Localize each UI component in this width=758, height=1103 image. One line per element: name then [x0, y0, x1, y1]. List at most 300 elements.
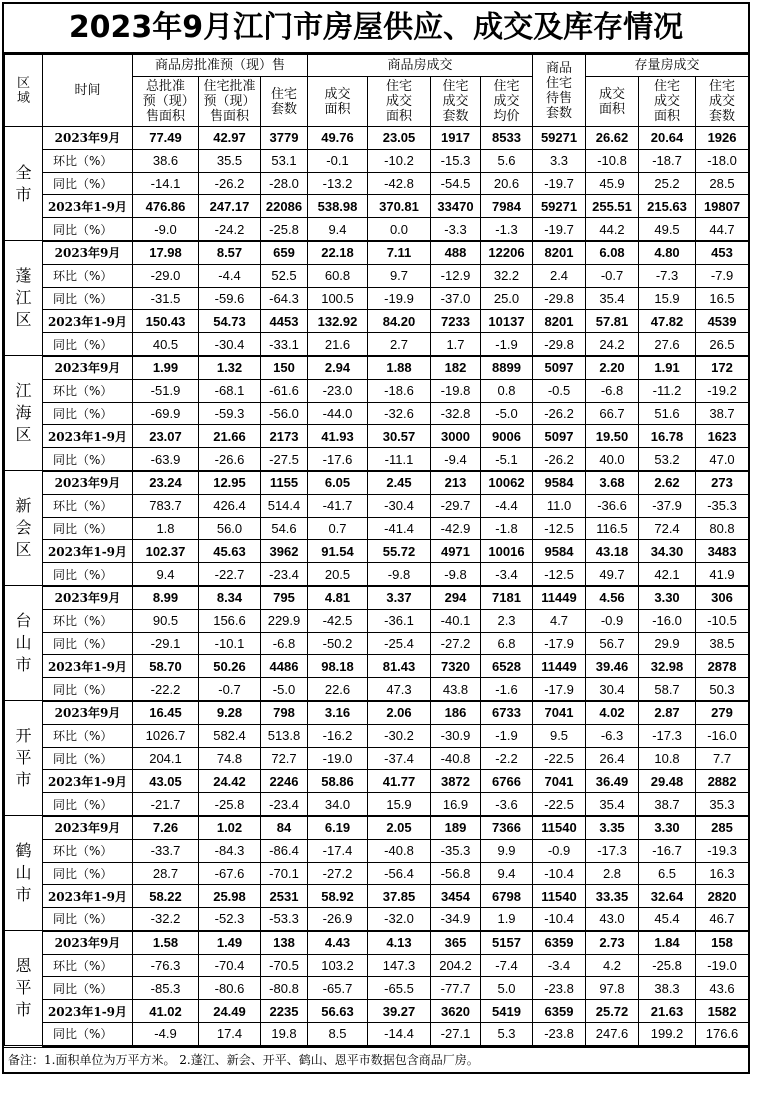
- table-row: [5, 816, 749, 839]
- data-cell: 55.72: [368, 540, 431, 563]
- row-label: 2023年9月: [43, 816, 133, 839]
- data-cell: 42.97: [199, 127, 261, 150]
- row-label: 同比（%）: [43, 632, 133, 655]
- data-cell: -12.5: [533, 563, 586, 586]
- table-row: [5, 402, 749, 425]
- row-label: 2023年9月: [43, 241, 133, 264]
- data-cell: 72.4: [639, 517, 696, 540]
- data-cell: 116.5: [586, 517, 639, 540]
- data-cell: 147.3: [368, 954, 431, 977]
- data-cell: 255.51: [586, 195, 639, 218]
- table-row: [5, 586, 749, 609]
- data-cell: -19.8: [431, 379, 481, 402]
- data-cell: 6528: [481, 655, 533, 678]
- data-cell: 6766: [481, 770, 533, 793]
- data-cell: -27.1: [431, 1023, 481, 1046]
- data-cell: 3.16: [308, 701, 368, 724]
- data-cell: 4453: [261, 310, 308, 333]
- data-cell: 22.18: [308, 241, 368, 264]
- data-cell: 15.9: [639, 287, 696, 310]
- data-cell: 2.73: [586, 931, 639, 954]
- data-cell: 12206: [481, 241, 533, 264]
- data-cell: 26.4: [586, 747, 639, 770]
- data-cell: 182: [431, 356, 481, 379]
- data-cell: -12.5: [533, 517, 586, 540]
- data-cell: -1.6: [481, 678, 533, 701]
- data-cell: 1.9: [481, 908, 533, 931]
- data-cell: 4539: [696, 310, 749, 333]
- row-label: 环比（%）: [43, 954, 133, 977]
- data-cell: 10137: [481, 310, 533, 333]
- header-region: 区域: [5, 55, 43, 127]
- table-row: [5, 747, 749, 770]
- table-row: [5, 425, 749, 448]
- data-cell: 56.7: [586, 632, 639, 655]
- data-cell: -50.2: [308, 632, 368, 655]
- data-cell: -17.3: [639, 724, 696, 747]
- data-cell: 35.4: [586, 287, 639, 310]
- data-cell: 98.18: [308, 655, 368, 678]
- report-sheet: [2, 2, 750, 1074]
- header-group-sales: 商品房成交: [308, 55, 533, 77]
- data-cell: 659: [261, 241, 308, 264]
- data-cell: -5.0: [261, 678, 308, 701]
- data-cell: 783.7: [133, 494, 199, 517]
- data-cell: -26.2: [533, 448, 586, 471]
- data-cell: 2.3: [481, 609, 533, 632]
- data-cell: 45.9: [586, 172, 639, 195]
- data-cell: -32.6: [368, 402, 431, 425]
- data-cell: -18.7: [639, 149, 696, 172]
- data-cell: -44.0: [308, 402, 368, 425]
- data-cell: 8201: [533, 241, 586, 264]
- data-cell: 279: [696, 701, 749, 724]
- data-cell: -0.1: [308, 149, 368, 172]
- table-row: [5, 655, 749, 678]
- row-label: 同比（%）: [43, 678, 133, 701]
- data-cell: 44.2: [586, 218, 639, 241]
- data-cell: 46.7: [696, 908, 749, 931]
- data-cell: 0.0: [368, 218, 431, 241]
- table-row: [5, 540, 749, 563]
- data-cell: -36.6: [586, 494, 639, 517]
- data-cell: 156.6: [199, 609, 261, 632]
- region-name: [5, 816, 43, 931]
- data-cell: 29.48: [639, 770, 696, 793]
- data-cell: 1.49: [199, 931, 261, 954]
- header-inventory: 商品住宅待售套数: [533, 55, 586, 127]
- row-label: 同比（%）: [43, 218, 133, 241]
- data-cell: 100.5: [308, 287, 368, 310]
- page-title: 2023年9月江门市房屋供应、成交及库存情况: [4, 4, 748, 54]
- data-cell: 8.99: [133, 586, 199, 609]
- data-cell: 9006: [481, 425, 533, 448]
- table-row: [5, 356, 749, 379]
- data-cell: 2531: [261, 885, 308, 908]
- data-cell: 5.3: [481, 1023, 533, 1046]
- data-cell: -42.5: [308, 609, 368, 632]
- data-cell: -10.1: [199, 632, 261, 655]
- data-cell: 2.94: [308, 356, 368, 379]
- data-cell: 2.20: [586, 356, 639, 379]
- data-cell: 17.4: [199, 1023, 261, 1046]
- data-cell: -3.4: [481, 563, 533, 586]
- region-label: 新 会 区: [15, 496, 32, 560]
- data-cell: 11540: [533, 885, 586, 908]
- data-cell: 26.62: [586, 127, 639, 150]
- data-cell: 49.7: [586, 563, 639, 586]
- data-cell: 1.58: [133, 931, 199, 954]
- data-cell: -10.2: [368, 149, 431, 172]
- data-cell: -56.8: [431, 862, 481, 885]
- data-cell: -18.0: [696, 149, 749, 172]
- data-cell: 43.6: [696, 977, 749, 1000]
- data-cell: -69.9: [133, 402, 199, 425]
- data-cell: 132.92: [308, 310, 368, 333]
- data-cell: 215.63: [639, 195, 696, 218]
- data-cell: 52.5: [261, 264, 308, 287]
- data-cell: 2.45: [368, 471, 431, 494]
- data-cell: -26.6: [199, 448, 261, 471]
- footnote: 备注：1.面积单位为万平方米。 2.蓬江、新会、开平、鹤山、恩平市数据包含商品厂房。: [4, 1047, 748, 1072]
- data-cell: -6.3: [586, 724, 639, 747]
- row-label: 同比（%）: [43, 402, 133, 425]
- data-cell: 16.9: [431, 793, 481, 816]
- data-cell: 365: [431, 931, 481, 954]
- data-cell: -32.0: [368, 908, 431, 931]
- data-cell: 10062: [481, 471, 533, 494]
- data-cell: -23.0: [308, 379, 368, 402]
- row-label: 同比（%）: [43, 862, 133, 885]
- data-cell: 24.42: [199, 770, 261, 793]
- data-cell: 6798: [481, 885, 533, 908]
- table-row: [5, 609, 749, 632]
- data-cell: 213: [431, 471, 481, 494]
- data-cell: 2878: [696, 655, 749, 678]
- data-cell: 2882: [696, 770, 749, 793]
- data-cell: 38.7: [639, 793, 696, 816]
- data-cell: 80.8: [696, 517, 749, 540]
- data-cell: 51.6: [639, 402, 696, 425]
- data-cell: 45.4: [639, 908, 696, 931]
- data-cell: 20.64: [639, 127, 696, 150]
- data-cell: 41.93: [308, 425, 368, 448]
- data-cell: 2.4: [533, 264, 586, 287]
- data-cell: 12.95: [199, 471, 261, 494]
- data-cell: 3872: [431, 770, 481, 793]
- table-row: [5, 954, 749, 977]
- data-cell: 8.5: [308, 1023, 368, 1046]
- data-cell: 97.8: [586, 977, 639, 1000]
- data-cell: 5.6: [481, 149, 533, 172]
- data-cell: -30.9: [431, 724, 481, 747]
- data-cell: -16.0: [639, 609, 696, 632]
- data-cell: 66.7: [586, 402, 639, 425]
- data-cell: -4.4: [481, 494, 533, 517]
- data-cell: -42.8: [368, 172, 431, 195]
- data-cell: -27.2: [308, 862, 368, 885]
- header-group-approval: 商品房批准预（现）售: [133, 55, 308, 77]
- data-cell: 25.98: [199, 885, 261, 908]
- data-cell: -17.3: [586, 839, 639, 862]
- data-cell: -65.7: [308, 977, 368, 1000]
- data-cell: 11.0: [533, 494, 586, 517]
- data-cell: -11.1: [368, 448, 431, 471]
- data-cell: -80.6: [199, 977, 261, 1000]
- data-cell: 2.8: [586, 862, 639, 885]
- region-name: [5, 241, 43, 356]
- data-cell: 39.46: [586, 655, 639, 678]
- data-cell: 15.9: [368, 793, 431, 816]
- header-col-sales-area: 成交面积: [308, 77, 368, 127]
- data-cell: 81.43: [368, 655, 431, 678]
- table-row: [5, 287, 749, 310]
- data-cell: 1.32: [199, 356, 261, 379]
- header-col-residential-units: 住宅套数: [261, 77, 308, 127]
- data-cell: -25.4: [368, 632, 431, 655]
- data-cell: -19.0: [696, 954, 749, 977]
- data-cell: 56.63: [308, 1000, 368, 1023]
- table-row: [5, 333, 749, 356]
- data-cell: 72.7: [261, 747, 308, 770]
- data-cell: 1.8: [133, 517, 199, 540]
- data-cell: 2.05: [368, 816, 431, 839]
- row-label: 同比（%）: [43, 793, 133, 816]
- data-cell: -31.5: [133, 287, 199, 310]
- data-cell: -85.3: [133, 977, 199, 1000]
- data-cell: -9.4: [431, 448, 481, 471]
- data-cell: 4486: [261, 655, 308, 678]
- row-label: 环比（%）: [43, 379, 133, 402]
- data-cell: 8533: [481, 127, 533, 150]
- header-col-residential-sales-area: 住宅成交面积: [368, 77, 431, 127]
- data-cell: 60.8: [308, 264, 368, 287]
- data-cell: 294: [431, 586, 481, 609]
- data-cell: 58.92: [308, 885, 368, 908]
- row-label: 2023年1-9月: [43, 885, 133, 908]
- data-cell: 23.24: [133, 471, 199, 494]
- table-row: [5, 724, 749, 747]
- data-cell: 40.0: [586, 448, 639, 471]
- data-cell: 34.0: [308, 793, 368, 816]
- data-cell: -4.9: [133, 1023, 199, 1046]
- data-cell: -26.2: [199, 172, 261, 195]
- region-name: [5, 931, 43, 1046]
- data-cell: -22.5: [533, 793, 586, 816]
- data-cell: 3454: [431, 885, 481, 908]
- data-cell: -42.9: [431, 517, 481, 540]
- region-label: 鹤 山 市: [15, 841, 32, 905]
- data-cell: -56.4: [368, 862, 431, 885]
- data-cell: 247.6: [586, 1023, 639, 1046]
- table-row: [5, 770, 749, 793]
- data-cell: 9.9: [481, 839, 533, 862]
- data-cell: -1.3: [481, 218, 533, 241]
- data-cell: 7181: [481, 586, 533, 609]
- data-cell: -80.8: [261, 977, 308, 1000]
- data-cell: -70.5: [261, 954, 308, 977]
- data-cell: 795: [261, 586, 308, 609]
- data-cell: -1.9: [481, 724, 533, 747]
- data-cell: 35.4: [586, 793, 639, 816]
- data-cell: 3.35: [586, 816, 639, 839]
- data-cell: -35.3: [696, 494, 749, 517]
- data-cell: 22086: [261, 195, 308, 218]
- data-cell: 39.27: [368, 1000, 431, 1023]
- data-cell: 204.2: [431, 954, 481, 977]
- data-cell: -26.2: [533, 402, 586, 425]
- data-cell: -35.3: [431, 839, 481, 862]
- data-cell: 9584: [533, 540, 586, 563]
- data-cell: 21.63: [639, 1000, 696, 1023]
- data-cell: -41.7: [308, 494, 368, 517]
- data-cell: 32.64: [639, 885, 696, 908]
- data-cell: 8899: [481, 356, 533, 379]
- data-cell: 33470: [431, 195, 481, 218]
- row-label: 2023年9月: [43, 127, 133, 150]
- header-col-residential-approval-area: 住宅批准预（现）售面积: [199, 77, 261, 127]
- data-cell: 514.4: [261, 494, 308, 517]
- table-row: [5, 862, 749, 885]
- data-cell: 5157: [481, 931, 533, 954]
- row-label: 同比（%）: [43, 563, 133, 586]
- data-cell: 58.70: [133, 655, 199, 678]
- row-label: 环比（%）: [43, 264, 133, 287]
- table-row: [5, 931, 749, 954]
- data-cell: -2.2: [481, 747, 533, 770]
- data-cell: 38.6: [133, 149, 199, 172]
- data-cell: 77.49: [133, 127, 199, 150]
- row-label: 同比（%）: [43, 172, 133, 195]
- data-cell: 9.28: [199, 701, 261, 724]
- row-label: 2023年1-9月: [43, 540, 133, 563]
- data-cell: -9.0: [133, 218, 199, 241]
- data-cell: 40.5: [133, 333, 199, 356]
- data-cell: 4.02: [586, 701, 639, 724]
- data-cell: 26.5: [696, 333, 749, 356]
- data-cell: 7984: [481, 195, 533, 218]
- data-cell: 513.8: [261, 724, 308, 747]
- row-label: 2023年9月: [43, 356, 133, 379]
- table-row: [5, 448, 749, 471]
- data-cell: -11.2: [639, 379, 696, 402]
- table-row: [5, 977, 749, 1000]
- region-name: [5, 356, 43, 471]
- table-row: [5, 678, 749, 701]
- data-cell: -19.7: [533, 172, 586, 195]
- table-row: [5, 517, 749, 540]
- data-cell: 4.80: [639, 241, 696, 264]
- table-row: [5, 1023, 749, 1046]
- row-label: 同比（%）: [43, 1023, 133, 1046]
- data-cell: 11449: [533, 586, 586, 609]
- data-cell: 9.7: [368, 264, 431, 287]
- data-cell: 3.30: [639, 586, 696, 609]
- data-cell: 5.0: [481, 977, 533, 1000]
- data-cell: 44.7: [696, 218, 749, 241]
- data-cell: 4.81: [308, 586, 368, 609]
- row-label: 同比（%）: [43, 448, 133, 471]
- data-cell: 84: [261, 816, 308, 839]
- region-label: 恩 平 市: [15, 956, 32, 1020]
- header-group-secondhand: 存量房成交: [586, 55, 749, 77]
- data-cell: 7233: [431, 310, 481, 333]
- data-cell: 37.85: [368, 885, 431, 908]
- data-cell: 7.11: [368, 241, 431, 264]
- row-label: 同比（%）: [43, 908, 133, 931]
- row-label: 2023年1-9月: [43, 425, 133, 448]
- data-cell: -21.7: [133, 793, 199, 816]
- data-cell: 4.2: [586, 954, 639, 977]
- data-cell: -59.6: [199, 287, 261, 310]
- data-cell: -25.8: [199, 793, 261, 816]
- data-cell: 47.82: [639, 310, 696, 333]
- data-cell: 1623: [696, 425, 749, 448]
- data-cell: -33.7: [133, 839, 199, 862]
- data-cell: -30.4: [199, 333, 261, 356]
- data-cell: -3.3: [431, 218, 481, 241]
- data-cell: 50.26: [199, 655, 261, 678]
- data-cell: 6.05: [308, 471, 368, 494]
- data-cell: -70.4: [199, 954, 261, 977]
- data-cell: 38.3: [639, 977, 696, 1000]
- data-cell: -76.3: [133, 954, 199, 977]
- data-cell: 285: [696, 816, 749, 839]
- data-cell: -14.4: [368, 1023, 431, 1046]
- data-cell: 27.6: [639, 333, 696, 356]
- data-cell: -19.0: [308, 747, 368, 770]
- data-cell: -37.4: [368, 747, 431, 770]
- data-cell: -59.3: [199, 402, 261, 425]
- data-cell: 247.17: [199, 195, 261, 218]
- table-row: [5, 494, 749, 517]
- data-cell: -22.2: [133, 678, 199, 701]
- region-label: 全 市: [15, 162, 32, 204]
- data-cell: 30.57: [368, 425, 431, 448]
- data-cell: 582.4: [199, 724, 261, 747]
- data-cell: -56.0: [261, 402, 308, 425]
- table-row: [5, 241, 749, 264]
- data-cell: 1.7: [431, 333, 481, 356]
- table-row: [5, 1000, 749, 1023]
- data-cell: -23.8: [533, 977, 586, 1000]
- data-cell: -24.2: [199, 218, 261, 241]
- data-cell: -67.6: [199, 862, 261, 885]
- data-cell: -77.7: [431, 977, 481, 1000]
- data-cell: 7.7: [696, 747, 749, 770]
- data-cell: 172: [696, 356, 749, 379]
- data-cell: 10.8: [639, 747, 696, 770]
- data-cell: -68.1: [199, 379, 261, 402]
- data-cell: 1.88: [368, 356, 431, 379]
- data-cell: 5097: [533, 425, 586, 448]
- data-cell: 6.19: [308, 816, 368, 839]
- region-label: 江 海 区: [15, 381, 32, 445]
- data-cell: -28.0: [261, 172, 308, 195]
- data-cell: 1.91: [639, 356, 696, 379]
- region-label: 台 山 市: [15, 611, 32, 675]
- region-name: [5, 701, 43, 816]
- data-cell: 28.7: [133, 862, 199, 885]
- data-cell: -25.8: [261, 218, 308, 241]
- data-cell: 57.81: [586, 310, 639, 333]
- data-cell: 2.06: [368, 701, 431, 724]
- table-row: [5, 701, 749, 724]
- data-cell: -51.9: [133, 379, 199, 402]
- region-name: [5, 586, 43, 701]
- data-cell: 8.34: [199, 586, 261, 609]
- data-cell: 3.30: [639, 816, 696, 839]
